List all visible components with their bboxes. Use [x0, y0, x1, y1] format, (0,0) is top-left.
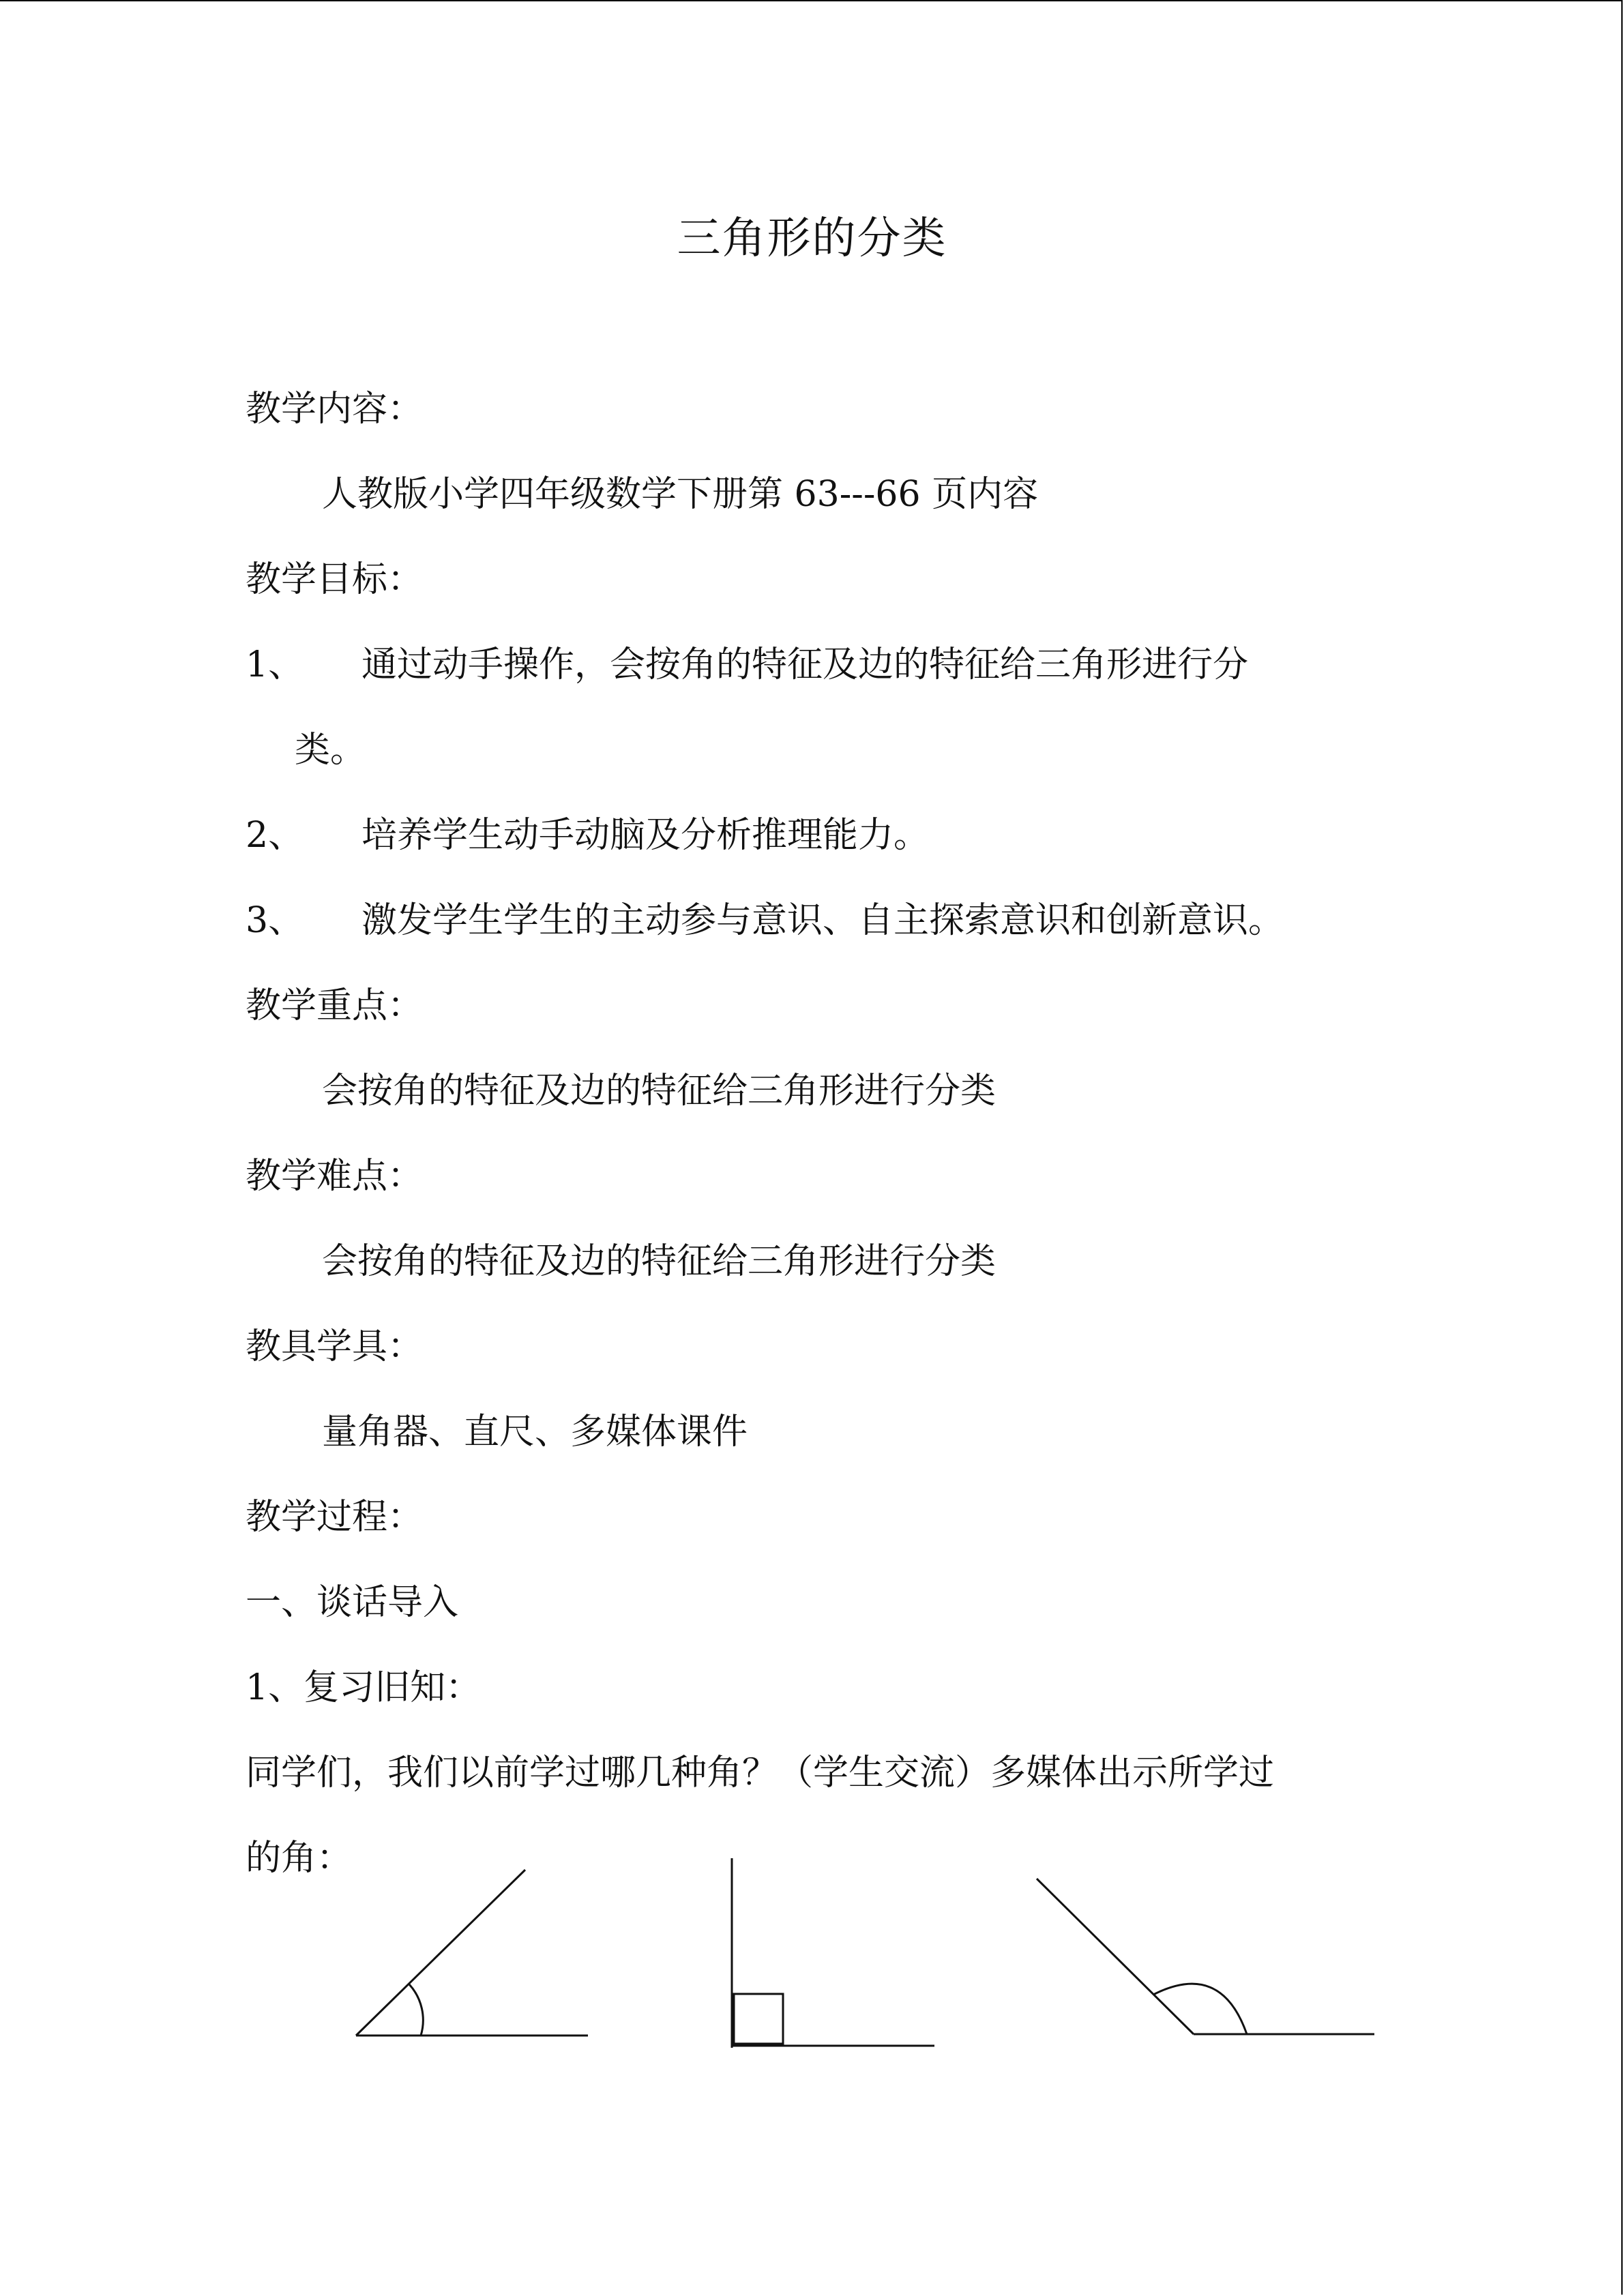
part1-heading: 一、谈话导入 [246, 1582, 459, 1623]
key-text: 会按角的特征及边的特征给三角形进行分类 [322, 1071, 996, 1112]
obtuse-angle [1037, 1879, 1374, 2034]
question-line-2: 的角： [246, 1838, 353, 1879]
goal-item-1-continuation: 类。 [295, 730, 366, 771]
step1-heading: 1、复习旧知： [246, 1667, 482, 1708]
right-angle [732, 1858, 934, 2048]
difficult-text: 会按角的特征及边的特征给三角形进行分类 [322, 1241, 996, 1282]
tools-text: 量角器、直尺、多媒体课件 [322, 1412, 748, 1452]
goals-heading: 教学目标： [246, 559, 424, 600]
process-heading: 教学过程： [246, 1497, 424, 1538]
goal-number: 3、 [246, 900, 304, 941]
tools-heading: 教具学具： [246, 1326, 424, 1367]
difficult-heading: 教学难点： [246, 1156, 424, 1197]
key-heading: 教学重点： [246, 985, 424, 1026]
acute-angle [356, 1870, 588, 2036]
content-heading: 教学内容： [246, 389, 424, 430]
goal-number: 2、 [246, 815, 304, 856]
document-title: 三角形的分类 [677, 213, 947, 264]
content-text: 人教版小学四年级数学下册第 63---66 页内容 [322, 474, 1039, 515]
question-line-1: 同学们，我们以前学过哪几种角？（学生交流）多媒体出示所学过 [246, 1753, 1275, 1793]
goal-text: 激发学生学生的主动参与意识、自主探索意识和创新意识。 [361, 900, 1284, 941]
goal-text: 通过动手操作，会按角的特征及边的特征给三角形进行分 [361, 644, 1249, 685]
goal-text: 培养学生动手动脑及分析推理能力。 [361, 815, 930, 856]
goal-number: 1、 [246, 644, 304, 685]
